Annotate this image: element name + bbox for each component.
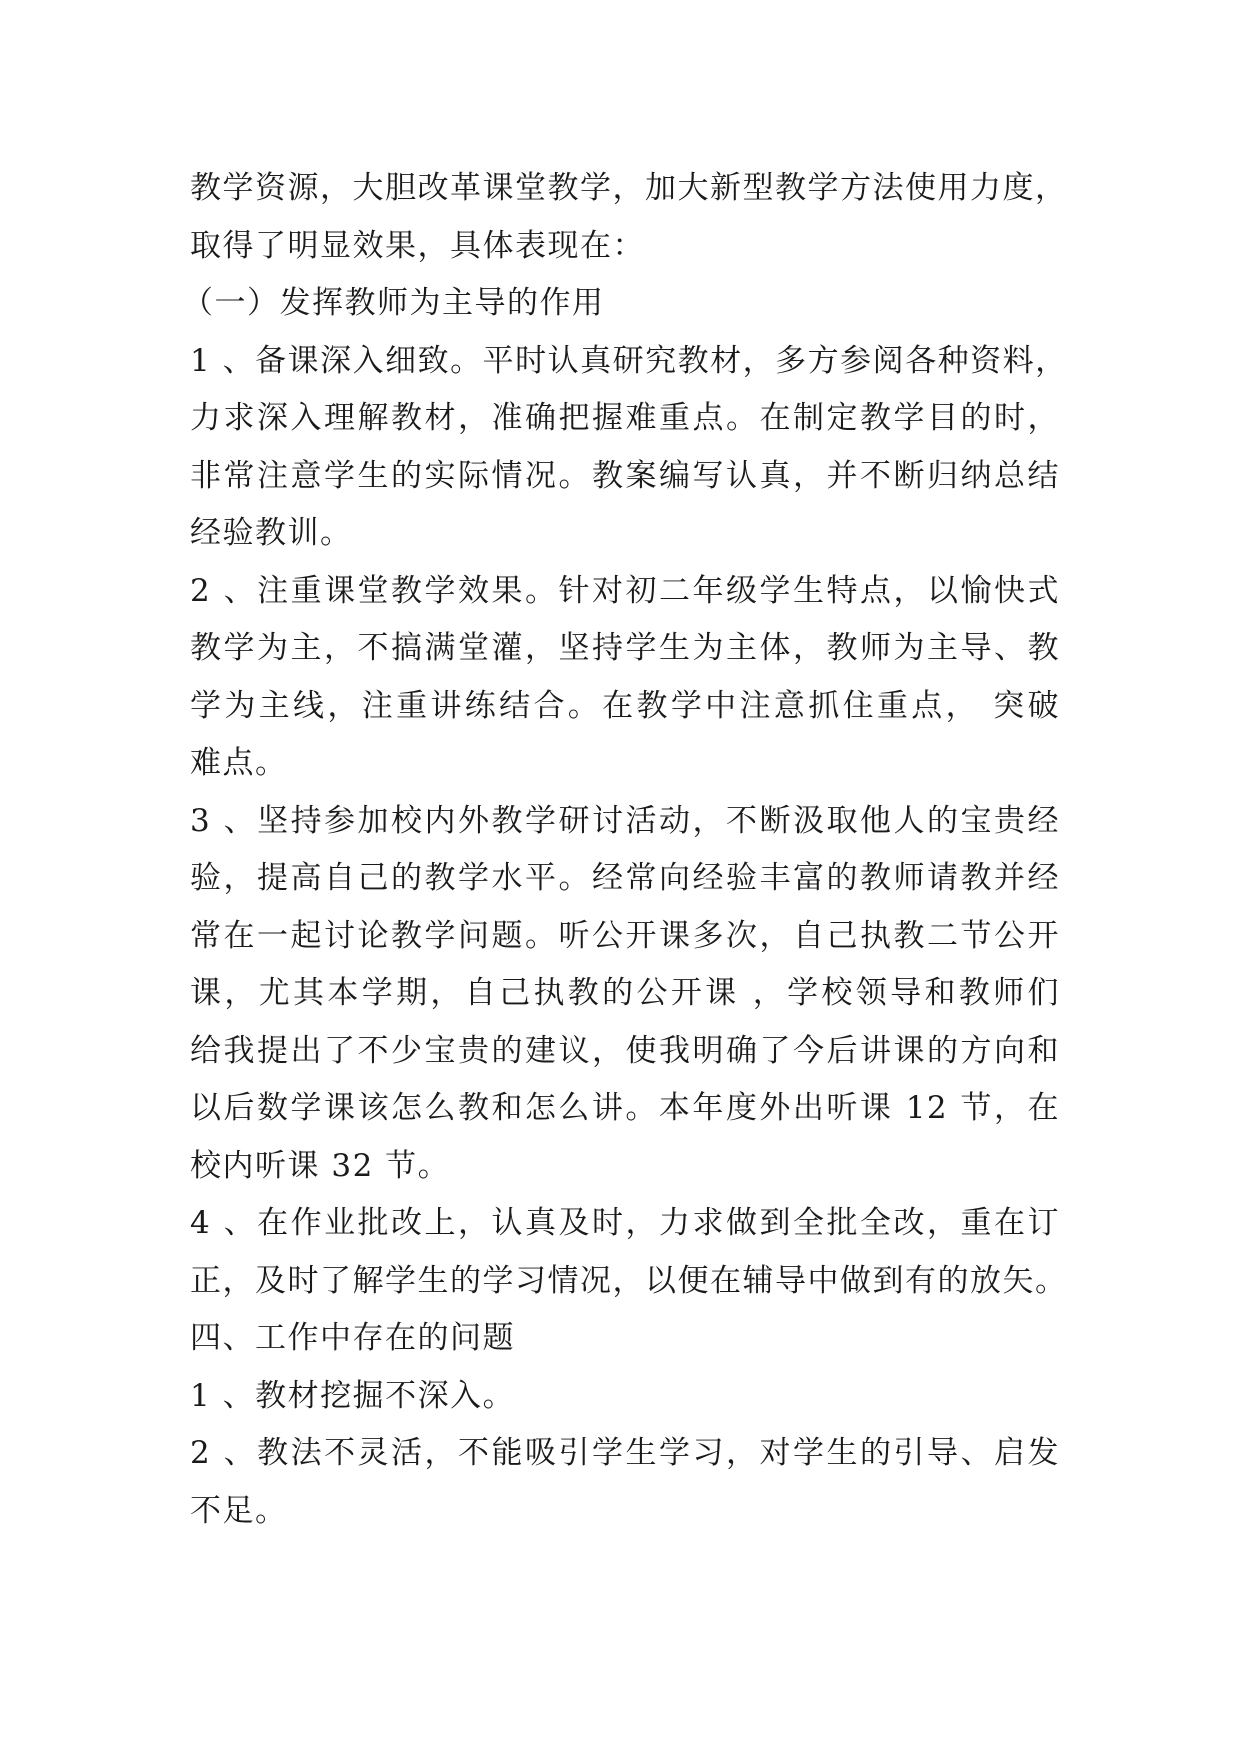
text-line: 经验教训。	[190, 515, 353, 551]
section-heading: 四、工作中存在的问题	[190, 1320, 515, 1356]
text-line: 教学资源，大胆改革课堂教学，加大新型教学方法使用力度，	[190, 170, 1068, 206]
text-line: 验，提高自己的教学水平。经常向经验丰富的教师请教并经	[190, 860, 1060, 896]
text-line: 1 、教材挖掘不深入。	[190, 1377, 516, 1414]
document-body	[182, 160, 1068, 1540]
text-line: 教学为主，不搞满堂灌，坚持学生为主体，教师为主导、教	[190, 630, 1060, 666]
text-line: 校内听课 32 节。	[190, 1147, 451, 1184]
text-line: 学为主线，注重讲练结合。在教学中注意抓住重点， 突破	[190, 687, 1060, 724]
text-line: 3 、坚持参加校内外教学研讨活动，不断汲取他人的宝贵经	[190, 802, 1060, 839]
text-line: 以后数学课该怎么教和怎么讲。本年度外出听课 12 节，在	[190, 1090, 1060, 1126]
text-line: 给我提出了不少宝贵的建议，使我明确了今后讲课的方向和	[190, 1032, 1060, 1069]
text-line: 1 、备课深入细致。平时认真研究教材，多方参阅各种资料，	[190, 342, 1068, 379]
text-line: 不足。	[190, 1492, 288, 1529]
text-line: 2 、注重课堂教学效果。针对初二年级学生特点，以愉快式	[190, 572, 1060, 609]
section-heading: （一）发挥教师为主导的作用	[182, 285, 605, 321]
text-line: 取得了明显效果，具体表现在：	[190, 227, 645, 264]
text-line: 难点。	[190, 745, 288, 781]
text-line: 2 、教法不灵活，不能吸引学生学习，对学生的引导、启发	[190, 1435, 1060, 1471]
text-line: 正，及时了解学生的学习情况，以便在辅导中做到有的放矢。	[190, 1262, 1068, 1299]
text-line: 非常注意学生的实际情况。教案编写认真，并不断归纳总结	[190, 457, 1060, 494]
text-line: 4 、在作业批改上，认真及时，力求做到全批全改，重在订	[190, 1205, 1060, 1241]
text-line: 常在一起讨论教学问题。听公开课多次，自己执教二节公开	[190, 917, 1060, 954]
text-line: 课，尤其本学期，自己执教的公开课 ，学校领导和教师们	[190, 975, 1060, 1011]
text-line: 力求深入理解教材，准确把握难重点。在制定教学目的时，	[190, 400, 1060, 436]
